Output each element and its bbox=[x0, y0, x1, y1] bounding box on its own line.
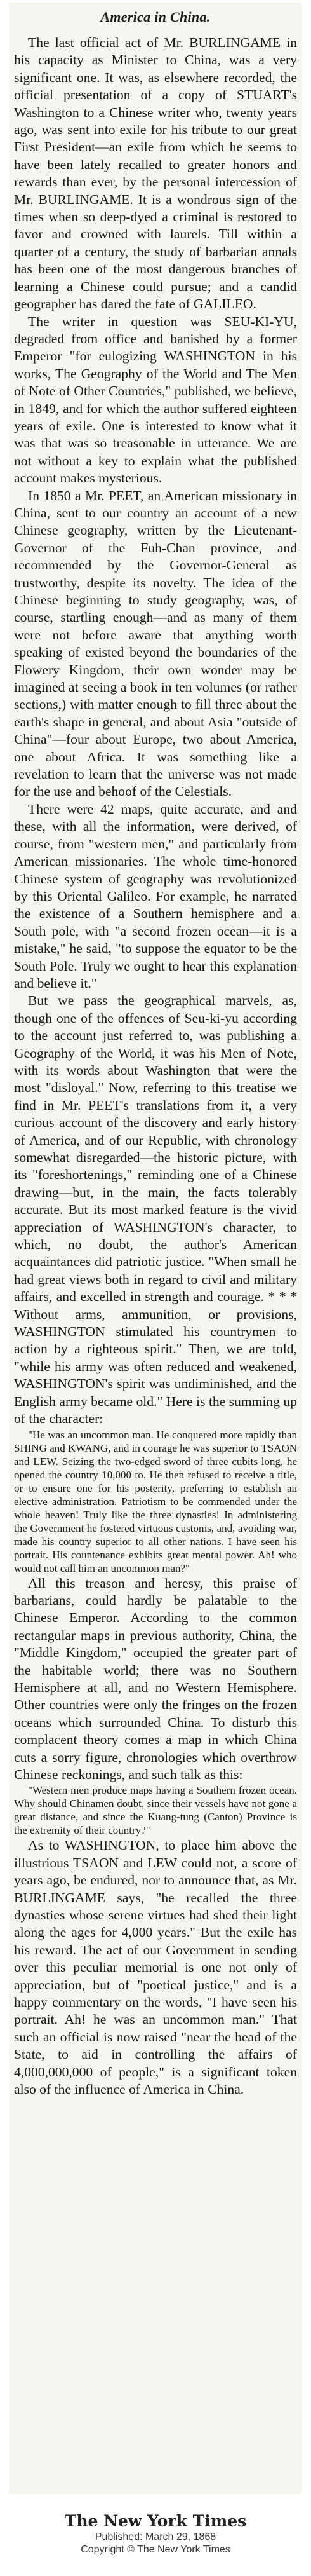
article-paragraph: But we pass the geographical marvels, as, though one of the offences of Seu-ki-yu according to the account just referred to, was publishing a Geography of the World, it was his Men of Note, with its words about Washington that were the most "disloyal." Now, referring to this treatise we find in Mr. PEET's translations from it, a very curious account of the discovery and early history of America, and of our Republic, with chronology somewhat disregarded—the historic picture, with its "foreshortenings," reminding one of a Chinese drawing—but, in the main, the facts tolerably accurate. But its most marked feature is the vivid appreciation of WASHINGTON's character, to which, no doubt, the author's American acquaintances did patriotic justice. "When small he had great views both in regard to civil and military affairs, and excelled in strength and courage. * * * Without arms, ammunition, or provisions, WASHINGTON stimulated his countrymen to action by a righteous spirit." Then, we are told, "while his army was often reduced and weakened, WASHINGTON's spirit was undiminished, and the English army became old." Here is the summing up of the character: bbox=[14, 993, 297, 1427]
page-footer bbox=[0, 2503, 311, 2576]
article-headline: America in China. bbox=[100, 9, 211, 25]
article-paragraph: The writer in question was SEU-KI-YU, degraded from office and banished by a former Emperor "for eulogizing WASHINGTON in his works, The Geography of the World and The Men of Note of Other Countries," published, we believe, in 1849, and for which the author suffered eighteen years of exile. One is interested to know what it was that was so treasonable in utterance. We are not without a key to explain what the published account makes mysterious. bbox=[14, 313, 297, 486]
article-paragraph: The last official act of Mr. BURLINGAME in his capacity as Minister to China, was a very significant one. It was, as elsewhere recorded, the official presentation of a copy of STUART's Washington to a Chinese writer who, twenty years ago, was sent into exile for his tribute to our great First President—an exile from which he seems to have been lately recalled to greater honors and rewards than ever, by the personal intercession of Mr. BURLINGAME. It is a wondrous sign of the times when so deep-dyed a criminal is restored to favor and crowned with laurels. Till within a quarter of a century, the study of barbarian annals has been one of the most dangerous branches of learning a Chinese could pursue; and a candid geographer has dared the fate of GALILEO. bbox=[14, 35, 297, 312]
article-quote: "Western men produce maps having a Southern frozen ocean. Why should Chinamen doubt, since their vessels have not gone a great distance, and since the Kuang-tung (Canton) Province is the extremity of their country?" bbox=[14, 1784, 297, 1837]
nyt-masthead-logo: The New York Times bbox=[64, 2512, 247, 2530]
copyright-notice: Copyright © The New York Times bbox=[81, 2544, 230, 2555]
article-paragraph: As to WASHINGTON, to place him above the illustrious TSAON and LEW could not, a score of years ago, be endured, nor to announce that, as Mr. BURLINGAME says, "he recalled the three dynasties whose serene virtues had shed their light along the ages for 4,000 years." But the exile has his reward. The act of our Government in sending over this peculiar memorial is one not only of appreciation, but of "poetical justice," and is a happy commentary on the words, "I have seen his portrait. Ah! he was an uncommon man." That such an official is now raised "near the head of the State, to aid in controlling the affairs of 4,000,000,000 of people," is a significant token also of the influence of America in China. bbox=[14, 1837, 297, 2097]
article-paragraph: There were 42 maps, quite accurate, and and these, with all the information, were derived, of course, from "western men," and particularly from American missionaries. The whole time-honored Chinese system of geography was revolutionized by this Oriental Galileo. For example, he narrated the existence of a Southern hemisphere and a South pole, with "a second frozen ocean—it is a mistake," he said, "to suppose the equator to be the South Pole. Truly we ought to hear this explanation and believe it." bbox=[14, 801, 297, 991]
article-clipping bbox=[9, 3, 302, 2494]
article-paragraph: In 1850 a Mr. PEET, an American missionary in China, sent to our country an account of a new Chinese geography, written by the Lieutenant-Governor of the Fuh-Chan province, and recommended by the Governor-General as trustworthy, despite its novelty. The idea of the Chinese beginning to study geography, was, of course, startling enough—and as many of them were not before aware that anything worth speaking of existed beyond the boundaries of the Flowery Kingdom, their own wonder may be imagined at seeing a book in ten volumes (or rather sections,) with matter enough to fill three about the earth's shape in general, and about Asia "outside of China"—four about Europe, two about America, one about Africa. It was something like a revelation to learn that the universe was not made for the use and behoof of the Celestials. bbox=[14, 487, 297, 800]
article-paragraph: All this treason and heresy, this praise of barbarians, could hardly be palatable to the Chinese Emperor. According to the common rectangular maps in previous authority, China, the "Middle Kingdom," occupied the greater part of the habitable world; there was no Southern Hemisphere at all, and no Western Hemisphere. Other countries were only the fringes on the frozen oceans which surrounded China. To disturb this complacent theory comes a map in which China cuts a sorry figure, chronologies which overthrow Chinese reckonings, and such talk as this: bbox=[14, 1575, 297, 1782]
article-quote: "He was an uncommon man. He conquered more rapidly than SHING and KWANG, and in courage he was superior to TSAON and LEW. Seizing the two-edged sword of three cubits long, he opened the country 10,000 to. He then refused to receive a title, or to ensure one for his posterity, preferring to establish an elective administration. Patriotism to be commended under the whole heaven! Truly like the three dynasties! In administering the Government he fostered virtuous customs, and, avoiding war, made his country superior to all other nations. I have seen his portrait. His countenance exhibits great mental power. Ah! who would not call him an uncommon man?" bbox=[14, 1428, 297, 1574]
published-date: Published: March 29, 1868 bbox=[95, 2532, 216, 2542]
